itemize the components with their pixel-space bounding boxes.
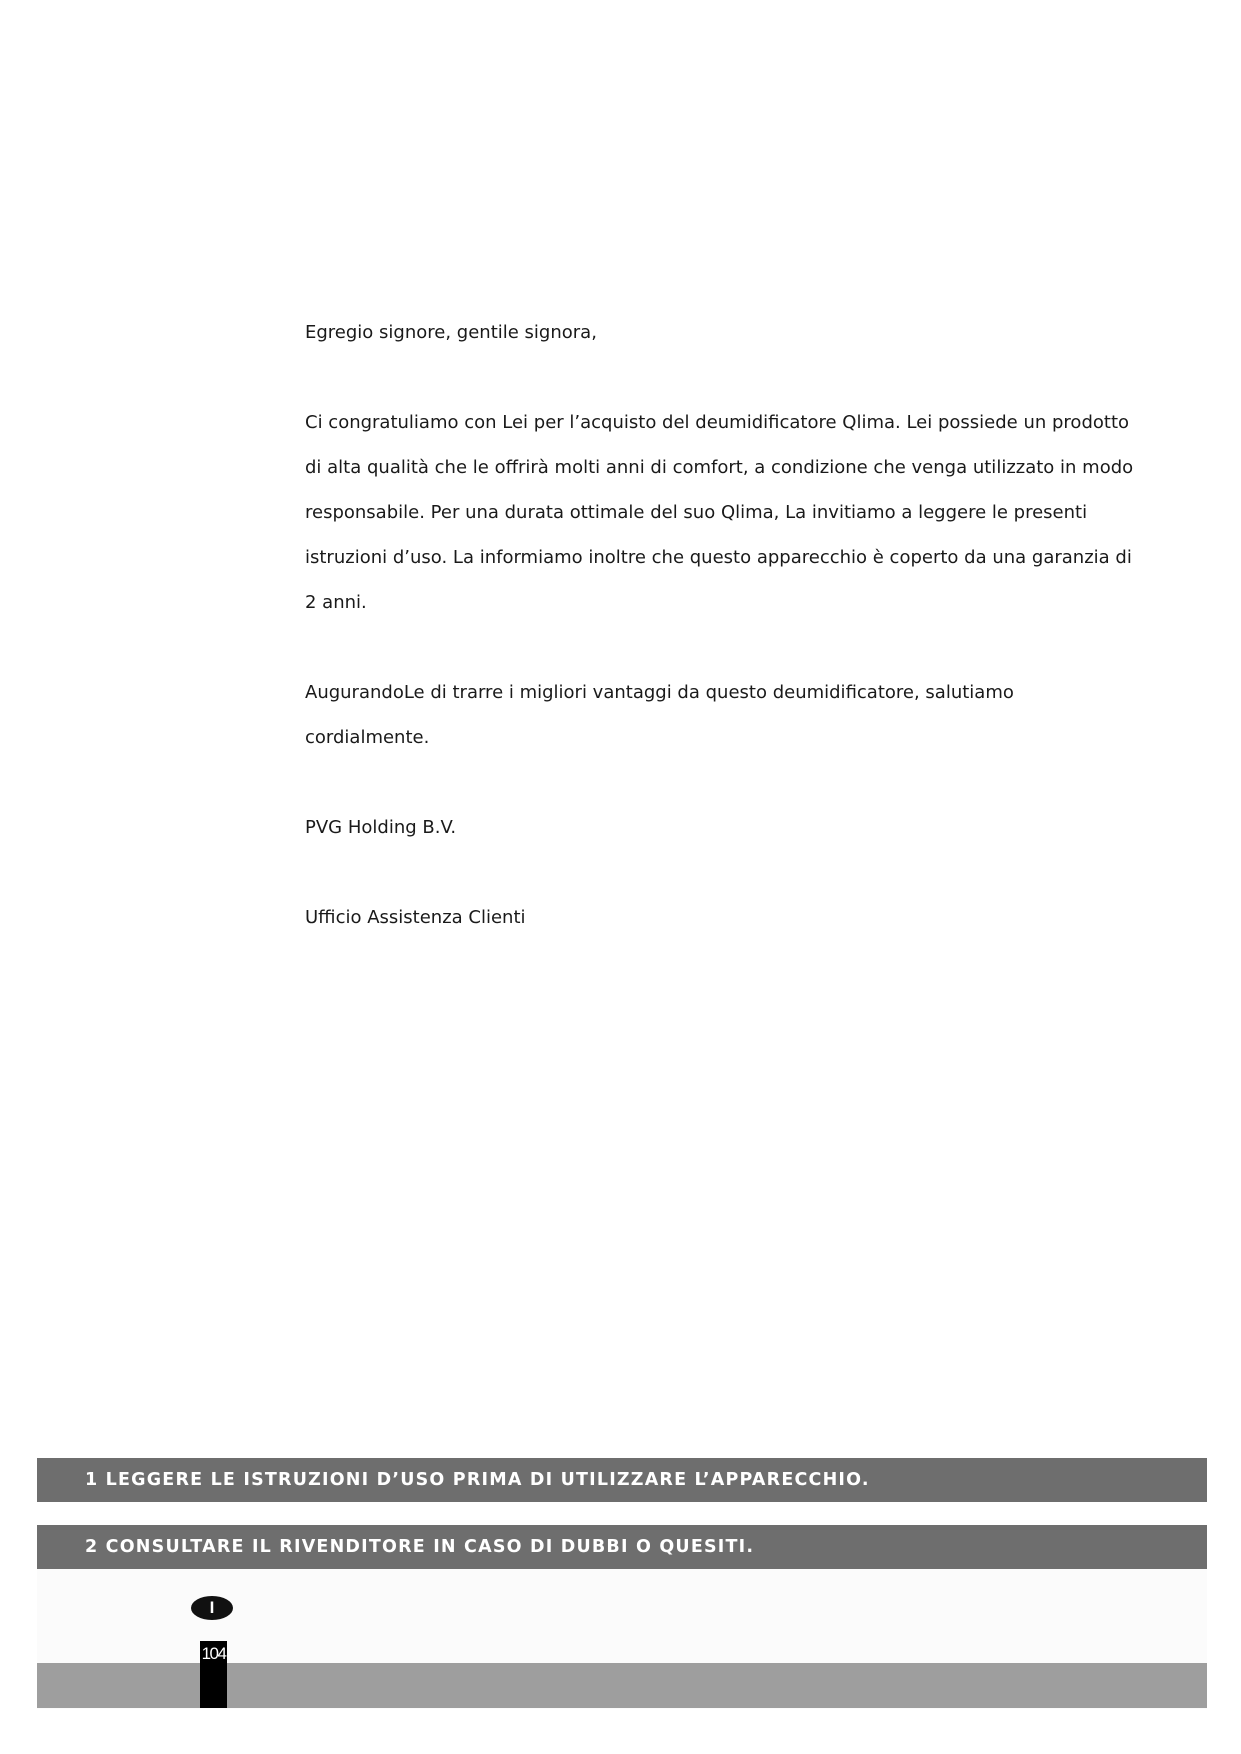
notice-bar-read-instructions: 1 LEGGERE LE ISTRUZIONI D’USO PRIMA DI UTILIZZARE L’APPARECCHIO. — [37, 1458, 1207, 1502]
letter-closing: AugurandoLe di trarre i migliori vantaggi da questo deumidificatore, salutiamo cordialmente. — [305, 682, 1014, 748]
letter-greeting: Egregio signore, gentile signora, — [305, 322, 597, 343]
letter-paragraph: Ci congratuliamo con Lei per l’acquisto del deumidificatore Qlima. Lei possiede un prodotto di alta qualità che le offrirà molti anni di comfort, a condizione che venga utilizzato in modo responsabile. Per una durata ottimale del suo Qlima, La invitiamo a leggere le presenti istruzioni d’uso. La informiamo inoltre che questo apparecchio è coperto da una garanzia di 2 anni. — [305, 412, 1134, 613]
page-number: 104 — [201, 1644, 226, 1663]
letter-department: Ufficio Assistenza Clienti — [305, 907, 526, 928]
letter-body — [305, 310, 1135, 940]
letter-company: PVG Holding B.V. — [305, 817, 457, 838]
notice-bar-consult-dealer: 2 CONSULTARE IL RIVENDITORE IN CASO DI DUBBI O QUESITI. — [37, 1525, 1207, 1569]
language-badge: I — [191, 1596, 233, 1620]
